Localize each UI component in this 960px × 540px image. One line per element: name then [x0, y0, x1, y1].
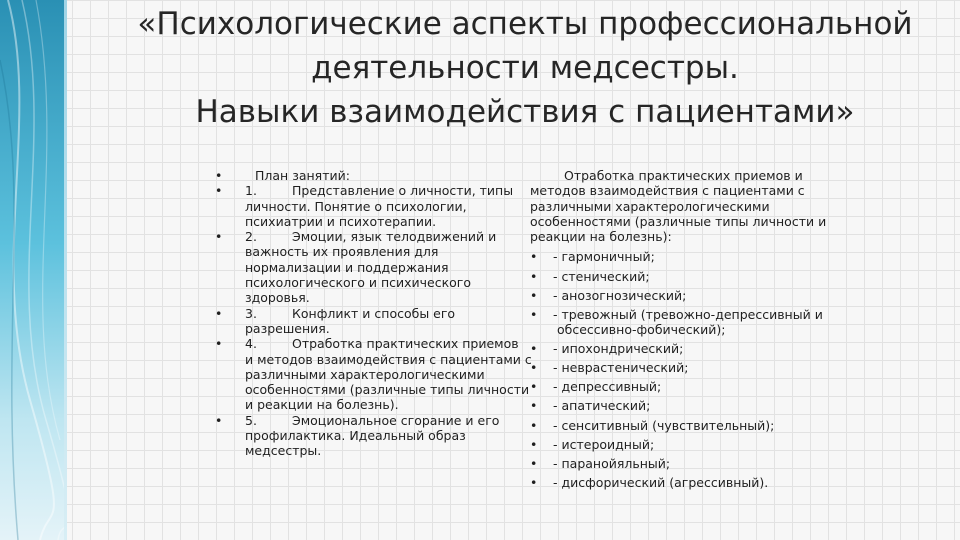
bullet-icon: • [215, 412, 223, 428]
bullet-icon: • [530, 436, 538, 452]
plan-item-first-line: Представление о личности, типы [292, 183, 514, 199]
bullet-icon: • [215, 336, 223, 352]
reaction-type-item [528, 379, 858, 394]
plan-heading: План занятий: [255, 168, 350, 183]
reaction-type-label: - гармоничный; [553, 249, 655, 265]
reaction-type-item [528, 249, 858, 264]
bullet-icon: • [530, 287, 538, 303]
reaction-type-label: - ипохондрический; [553, 341, 684, 357]
reaction-type-label: - паранойяльный; [553, 455, 671, 471]
reaction-type-label: - тревожный (тревожно-депрессивный и [553, 306, 823, 322]
reaction-type-item [528, 437, 858, 452]
reaction-type-label: - сенситивный (чувствительный); [553, 417, 775, 433]
plan-item [215, 306, 533, 337]
reaction-type-item [528, 288, 858, 303]
plan-item-number: 4. [245, 336, 257, 352]
plan-item-first-line: Эмоциональное сгорание и его [292, 412, 500, 428]
practice-intro [528, 168, 858, 244]
bullet-icon: • [530, 398, 538, 414]
reaction-type-item [528, 418, 858, 433]
wave-decoration [0, 0, 64, 540]
bullet-icon: • [530, 249, 538, 265]
plan-item [215, 413, 533, 459]
bullet-icon: • [530, 268, 538, 284]
plan-item-first-line: Конфликт и способы его [292, 305, 456, 321]
plan-item [215, 229, 533, 305]
title-line-3: Навыки взаимодействия с пациентами» [195, 94, 855, 130]
plan-item-number: 1. [245, 183, 257, 199]
title-line-1: «Психологические аспекты профессиональной [137, 6, 913, 42]
plan-item-number: 2. [245, 229, 257, 245]
side-band-edge [64, 0, 67, 540]
bullet-icon: • [530, 474, 538, 490]
reaction-type-label: - стенический; [553, 268, 650, 284]
bullet-icon: • [530, 360, 538, 376]
reaction-type-continuation: обсессивно-фобический); [557, 322, 726, 338]
practice-intro-lead: Отработка практических приемов и [564, 168, 803, 183]
plan-item-text: разрешения. [245, 320, 330, 336]
plan-item-first-line: Эмоции, язык телодвижений и [292, 229, 497, 245]
reaction-type-label: - депрессивный; [553, 379, 662, 395]
bullet-icon: • [215, 183, 223, 199]
bullet-icon: • [215, 229, 223, 245]
reaction-type-item [528, 269, 858, 284]
bullet-icon: • [530, 341, 538, 357]
plan-item-text: важность их проявления для нормализации и поддержания психологического и психического здоровья. [245, 244, 472, 306]
decorative-side-band [0, 0, 64, 540]
reaction-type-item [528, 456, 858, 471]
practice-list [528, 168, 858, 494]
plan-item-text: профилактика. Идеальный образ медсестры. [245, 428, 466, 459]
plan-item [215, 183, 533, 229]
plan-item-text: и методов взаимодействия с пациентами с различными характерологическими особенностями (различные типы личности и реакции на болезнь). [245, 351, 532, 413]
bullet-icon: • [215, 168, 223, 183]
plan-item [215, 336, 533, 412]
reaction-type-label: - апатический; [553, 398, 651, 414]
practice-intro-text: методов взаимодействия с пациентами с различными характерологическими особенностями (различные типы личности и реакции на болезнь): [530, 183, 827, 245]
plan-heading-row [215, 168, 533, 183]
reaction-type-label: - дисфорический (агрессивный). [553, 474, 769, 490]
reaction-type-item [528, 307, 858, 338]
bullet-icon: • [530, 455, 538, 471]
bullet-icon: • [530, 379, 538, 395]
bullet-icon: • [530, 306, 538, 322]
title-line-2: деятельности медсестры. [311, 50, 739, 86]
lesson-plan-list [215, 168, 533, 459]
plan-item-text: личности. Понятие о психологии, психиатрии и психотерапии. [245, 198, 467, 229]
reaction-type-label: - истероидный; [553, 436, 655, 452]
plan-item-first-line: Отработка практических приемов [292, 336, 519, 352]
reaction-type-item [528, 360, 858, 375]
bullet-icon: • [530, 417, 538, 433]
reaction-type-label: - неврастенический; [553, 360, 689, 376]
reaction-type-item [528, 475, 858, 490]
plan-item-number: 3. [245, 305, 257, 321]
plan-item-number: 5. [245, 412, 257, 428]
reaction-type-item [528, 341, 858, 356]
slide-title [100, 2, 950, 134]
bullet-icon: • [215, 305, 223, 321]
reaction-type-label: - анозогнозический; [553, 287, 687, 303]
reaction-type-item [528, 398, 858, 413]
